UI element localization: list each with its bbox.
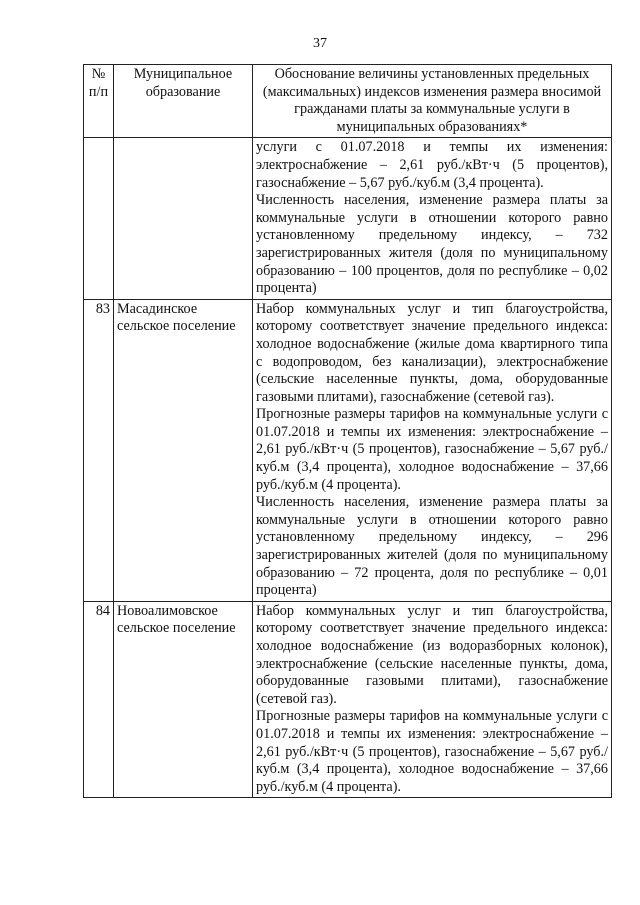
justification-paragraph: Численность населения, изменение размера платы за коммунальные услуги в отношении которого равно установленному предельному индексу, – 732 зарегистрированных жителя (доля по муниципальному образованию – 100 процентов, доля по республике – 0,02 процента): [256, 192, 608, 297]
header-justification: Обоснование величины установленных предельных (максимальных) индексов изменения размера вносимой гражданами платы за коммунальные услуги в муниципальных образованиях*: [253, 65, 612, 138]
table-header-row: [84, 65, 612, 138]
row-justification: [253, 138, 612, 299]
header-num: № п/п: [84, 65, 114, 138]
row-municipality: [114, 138, 253, 299]
justification-paragraph: Набор коммунальных услуг и тип благоустройства, которому соответствует значение предельного индекса: холодное водоснабжение (из водоразборных колонок), электроснабжение (сельские населенные пункты, дома, оборудованные газовыми плитами), газоснабжение (сетевой газ).: [256, 602, 608, 707]
justification-paragraph: Численность населения, изменение размера платы за коммунальные услуги в отношении которого равно установленному предельному индексу, – 296 зарегистрированных жителей (доля по муниципальному образованию – 72 процента, доля по республике – 0,01 процента): [256, 494, 608, 599]
header-municipality: Муниципальное образование: [114, 65, 253, 138]
justification-paragraph: Прогнозные размеры тарифов на коммунальные услуги с 01.07.2018 и темпы их изменения: электроснабжение – 2,61 руб./кВт·ч (5 процентов), газоснабжение – 5,67 руб./куб.м (3,4 процента), холодное водоснабжение – 37,66 руб./куб.м (4 процента).: [256, 406, 608, 493]
table-row: [84, 138, 612, 299]
row-municipality: Новоалимовское сельское поселение: [114, 601, 253, 798]
row-number: 84: [84, 601, 114, 798]
page-number: 37: [313, 36, 327, 51]
justification-paragraph: Прогнозные размеры тарифов на коммунальные услуги с 01.07.2018 и темпы их изменения: электроснабжение – 2,61 руб./кВт·ч (5 процентов), газоснабжение – 5,67 руб./куб.м (3,4 процента), холодное водоснабжение – 37,66 руб./куб.м (4 процента).: [256, 708, 608, 795]
row-number: [84, 138, 114, 299]
table-row: [84, 299, 612, 601]
justification-paragraph: услуги с 01.07.2018 и темпы их изменения: электроснабжение – 2,61 руб./кВт·ч (5 процентов), газоснабжение – 5,67 руб./куб.м (3,4 процента).: [256, 139, 608, 191]
row-justification: [253, 601, 612, 798]
row-number: 83: [84, 299, 114, 601]
table-row: [84, 601, 612, 798]
tariff-justification-table: [83, 64, 612, 798]
row-justification: [253, 299, 612, 601]
justification-paragraph: Набор коммунальных услуг и тип благоустройства, которому соответствует значение предельного индекса: холодное водоснабжение (жилые дома квартирного типа с водопроводом, без канализации), электроснабжение (сельские населенные пункты, дома, оборудованные газовыми плитами), газоснабжение (сетевой газ).: [256, 300, 608, 405]
row-municipality: Масадинское сельское поселение: [114, 299, 253, 601]
